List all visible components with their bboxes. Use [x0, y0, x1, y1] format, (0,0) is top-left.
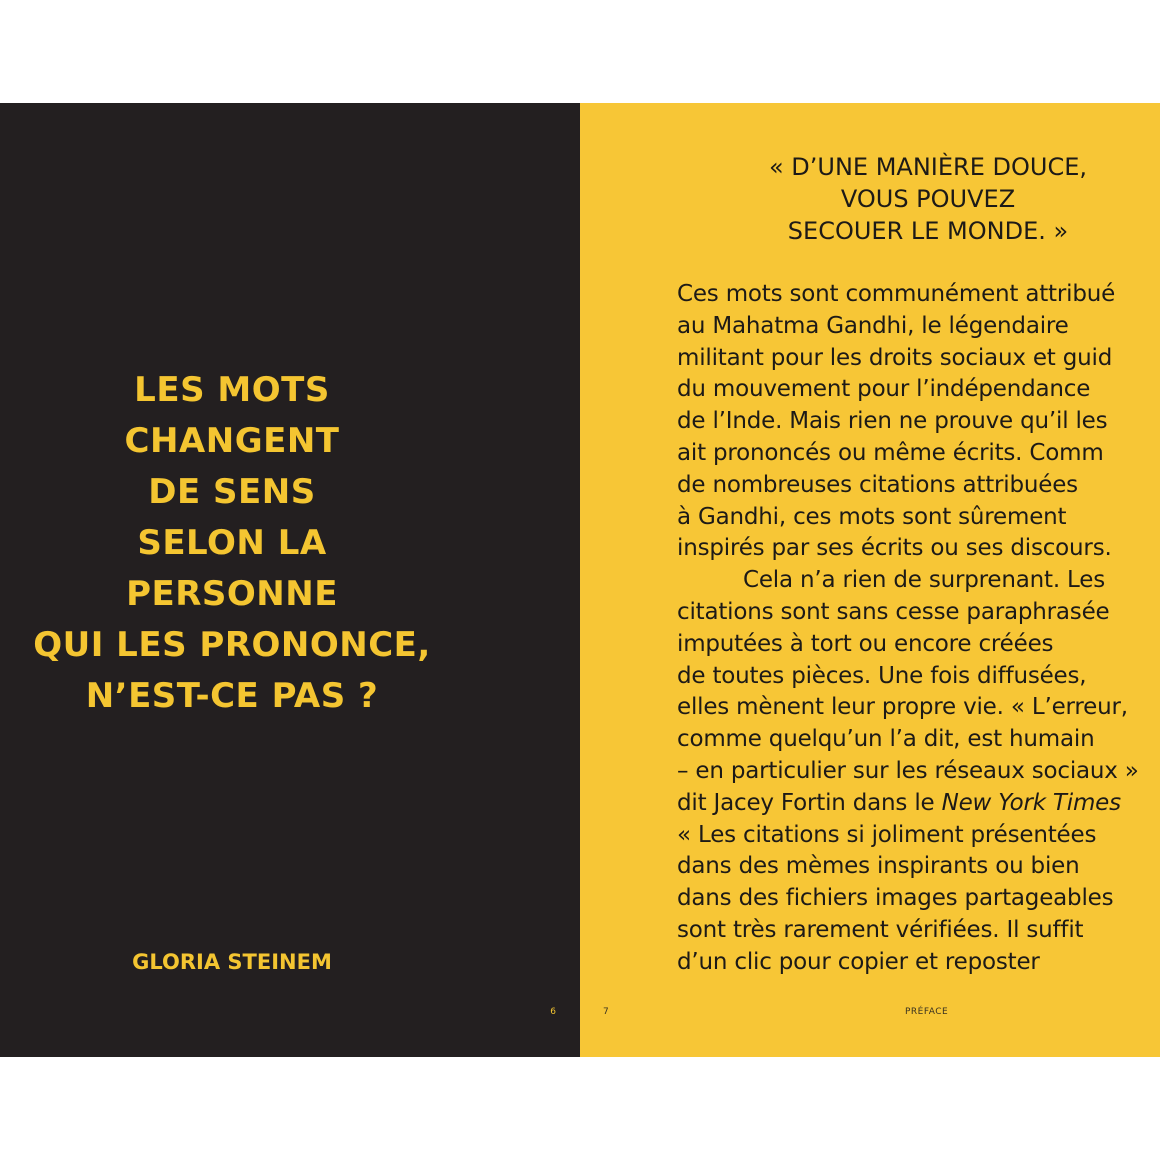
body-line-text: dit Jacey Fortin dans le	[677, 789, 942, 816]
body-line: – en particulier sur les réseaux sociaux »	[677, 757, 1139, 784]
epigraph-line: « D’UNE MANIÈRE DOUCE,	[768, 153, 1087, 181]
body-line: au Mahatma Gandhi, le légendaire	[677, 312, 1069, 339]
body-line: de toutes pièces. Une fois diffusées,	[677, 662, 1087, 689]
body-line: ait prononcés ou même écrits. Comm	[677, 439, 1104, 466]
pull-quote-line: DE SENS	[148, 472, 316, 512]
page-number-right: 7	[603, 1007, 609, 1017]
body-line-indented	[677, 565, 1139, 597]
body-line: imputées à tort ou encore créées	[677, 630, 1054, 657]
running-head: PRÉFACE	[905, 1007, 949, 1017]
pull-quote-line: CHANGENT	[124, 421, 340, 461]
body-line: citations sont sans cesse paraphrasée	[677, 598, 1110, 625]
left-page	[0, 103, 580, 1057]
pull-quote-line: N’EST-CE PAS ?	[85, 676, 379, 716]
body-line: inspirés par ses écrits ou ses discours.	[677, 535, 1112, 562]
page-number-left: 6	[550, 1007, 556, 1017]
epigraph-line: VOUS POUVEZ	[840, 185, 1016, 213]
preface-body	[677, 279, 1139, 979]
body-line: Ces mots sont communément attribué	[677, 281, 1116, 307]
body-line: elles mènent leur propre vie. « L’erreur,	[677, 694, 1128, 721]
pull-quote-line: QUI LES PRONONCE,	[33, 625, 431, 665]
right-page	[580, 103, 1160, 1057]
body-line: « Les citations si joliment présentées	[677, 821, 1097, 848]
body-line: du mouvement pour l’indépendance	[677, 376, 1091, 403]
pull-quote-line: PERSONNE	[126, 574, 338, 614]
pull-quote	[0, 365, 464, 722]
book-spread	[0, 103, 1160, 1057]
body-line: d’un clic pour copier et reposter	[677, 948, 1040, 975]
pull-quote-line: LES MOTS	[134, 370, 330, 410]
newspaper-title: New York Times	[941, 789, 1121, 816]
body-line: militant pour les droits sociaux et guid	[677, 344, 1113, 371]
body-line-text: Cela n’a rien de surprenant. Les	[743, 567, 1105, 594]
body-line: dans des mèmes inspirants ou bien	[677, 853, 1080, 880]
body-line: à Gandhi, ces mots sont sûrement	[677, 503, 1067, 530]
pull-quote-line: SELON LA	[137, 523, 327, 563]
quote-author: GLORIA STEINEM	[132, 950, 332, 974]
body-line: de l’Inde. Mais rien ne prouve qu’il les	[677, 408, 1108, 435]
epigraph-line: SECOUER LE MONDE. »	[787, 217, 1069, 245]
body-line: de nombreuses citations attribuées	[677, 471, 1078, 498]
body-line: sont très rarement vérifiées. Il suffit	[677, 916, 1084, 943]
body-line-with-title	[677, 788, 1139, 820]
epigraph	[692, 151, 1160, 247]
body-line: dans des fichiers images partageables	[677, 885, 1114, 912]
body-line: comme quelqu’un l’a dit, est humain	[677, 726, 1095, 753]
